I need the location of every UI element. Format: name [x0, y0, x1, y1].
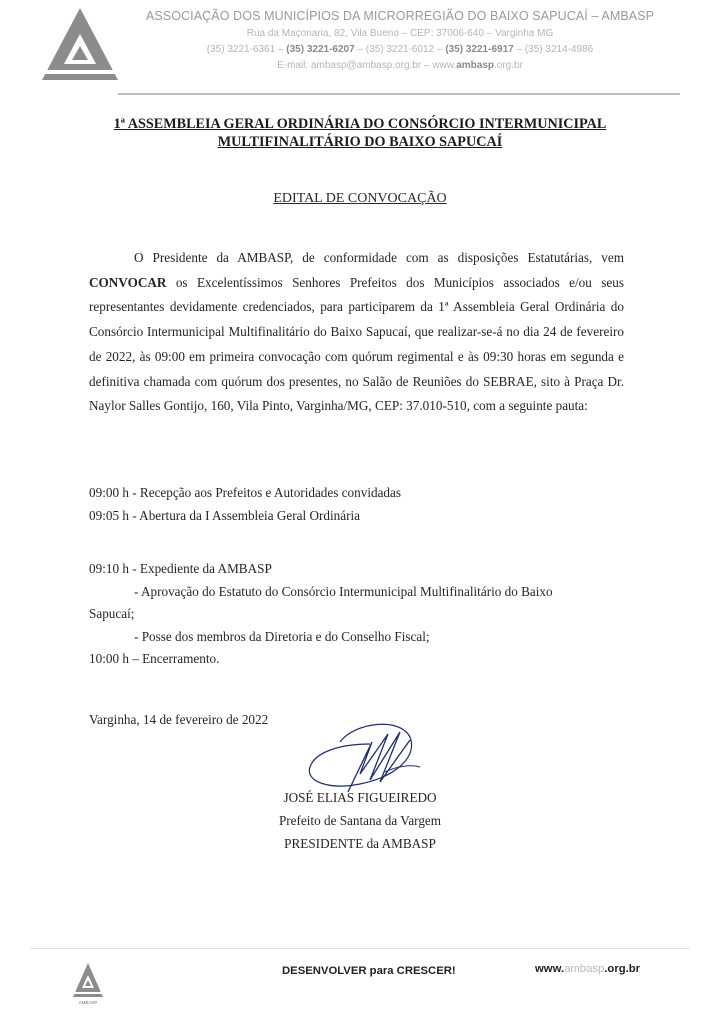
phone-3: (35) 3221-6012 [365, 44, 435, 55]
phone-2: (35) 3221-6207 [286, 44, 355, 55]
agenda-opening [89, 482, 629, 527]
website-suffix: .org.br [494, 60, 523, 71]
website-domain: ambasp [456, 60, 495, 71]
email-label: E-mail: [277, 60, 311, 71]
footer-web-domain: ambasp [564, 963, 605, 975]
paragraph-details: os Excelentíssimos Senhores Prefeitos dos Municípios associados e/ou seus representantes devidamente credenciados, para participarem da 1ª Assembleia Geral Ordinária do Consórcio Intermunicipal Multifinalitário do Baixo Sapucaí, que realizar-se-á no dia 24 de fevereiro de 2022, às 09:00 em primeira convocação com quórum regimental e às 09:30 horas em segunda e definitiva chamada com quórum dos presentes, no Salão de Reuniões do SEBRAE, sito à Praça Dr. Naylor Salles Gontijo, 160, Vila Pinto, Varginha/MG, CEP: 37.010-510, com a seguinte pauta: [89, 274, 624, 414]
phone-separator: – [275, 44, 287, 55]
footer-web-suffix: .org.br [604, 963, 641, 975]
footer-logo-icon [72, 962, 104, 998]
agenda-item: 10:00 h – Encerramento. [89, 651, 220, 667]
agenda-subitem-continued: Sapucaí; [89, 606, 135, 622]
header-divider [118, 93, 680, 95]
paragraph-convocar: CONVOCAR [89, 274, 167, 290]
org-address: Rua da Maçonaria, 82, Vila Bueno – CEP: 37006-640 – Varginha MG [246, 28, 554, 39]
agenda-item: 09:05 h - Abertura da I Assembleia Geral Ordinária [89, 507, 360, 523]
agenda-item: 09:00 h - Recepção aos Prefeitos e Autoridades convidadas [89, 485, 402, 500]
agenda-item: 09:10 h - Expediente da AMBASP [89, 561, 272, 576]
website-link[interactable] [432, 60, 523, 71]
org-header [120, 9, 680, 71]
footer-web-prefix: www. [535, 963, 565, 975]
email-link[interactable]: ambasp@ambasp.org.br [310, 60, 422, 71]
paragraph-intro: O Presidente da AMBASP, de conformidade com as disposições Estatutárias, vem [134, 250, 624, 265]
org-name: ASSOCIAÇÃO DOS MUNICÍPIOS DA MICRORREGIÃO DO BAIXO SAPUCAÍ – AMBASP [145, 9, 655, 23]
phone-separator: – [513, 44, 525, 55]
ambasp-logo [40, 6, 120, 82]
signer-name: JOSÉ ELIAS FIGUEIREDO [283, 790, 437, 805]
agenda-main [89, 558, 629, 671]
signer-role: Prefeito de Santana da Vargem [278, 813, 442, 828]
footer-slogan: DESENVOLVER para CRESCER! [282, 965, 456, 977]
signer-title: PRESIDENTE da AMBASP [284, 836, 436, 851]
footer-divider [30, 948, 690, 949]
document-title: 1ª ASSEMBLEIA GERAL ORDINÁRIA DO CONSÓRCIO INTERMUNICIPAL MULTIFINALITÁRIO DO BAIXO SAPUCAÍ [113, 116, 607, 150]
contact-separator: – [421, 60, 433, 71]
phone-separator: – [354, 44, 366, 55]
convocation-paragraph [89, 246, 624, 419]
phone-1: (35) 3221-6361 [206, 44, 276, 55]
agenda-subitem: - Aprovação do Estatuto do Consórcio Intermunicipal Multifinalitário do Baixo [134, 583, 553, 599]
document-subtitle: EDITAL DE CONVOCAÇÃO [273, 191, 447, 206]
phone-5: (35) 3214-4986 [524, 44, 594, 55]
date-line: Varginha, 14 de fevereiro de 2022 [89, 712, 269, 727]
phone-4: (35) 3221-6917 [445, 44, 514, 55]
org-contact [120, 60, 680, 71]
org-phones [120, 44, 680, 55]
footer-website-link[interactable] [535, 963, 640, 975]
website-prefix: www. [432, 60, 457, 71]
signer-block [255, 786, 465, 855]
footer-logo-text: AMBASP [78, 1000, 98, 1005]
agenda-subitem: - Posse dos membros da Diretoria e do Conselho Fiscal; [134, 628, 430, 644]
phone-separator: – [434, 44, 446, 55]
